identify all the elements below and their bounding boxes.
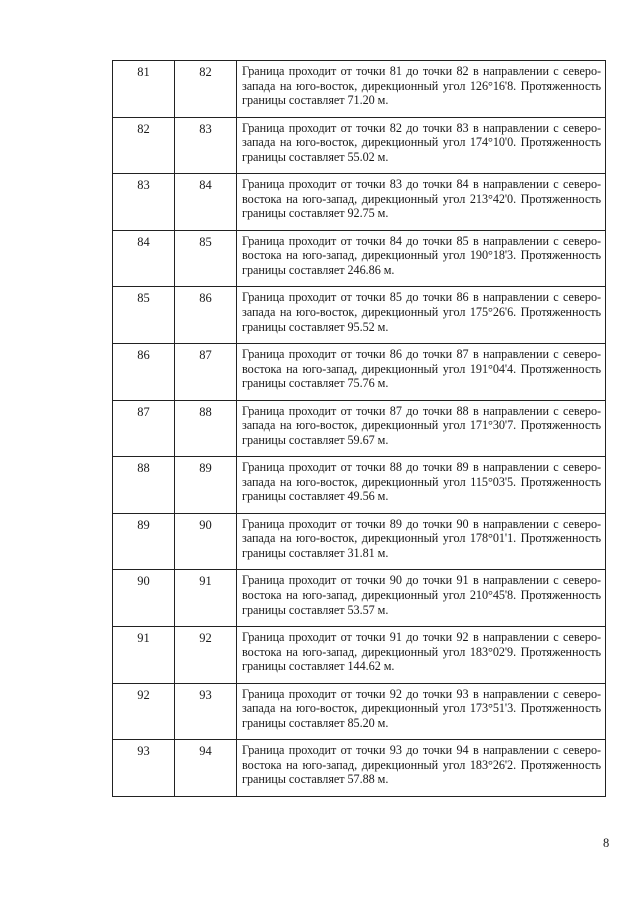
table-row bbox=[113, 61, 606, 118]
table-row bbox=[113, 626, 606, 683]
point-from: 90 bbox=[113, 570, 175, 627]
point-to: 94 bbox=[175, 740, 237, 797]
boundary-description: Граница проходит от точки 87 до точки 88 в направлении с северо-запада на юго-восток, дирекционный угол 171°30'7. Протяженность границы составляет 59.67 м. bbox=[237, 400, 606, 457]
point-from: 84 bbox=[113, 230, 175, 287]
point-to: 83 bbox=[175, 117, 237, 174]
point-to: 93 bbox=[175, 683, 237, 740]
point-to: 84 bbox=[175, 174, 237, 231]
point-to: 88 bbox=[175, 400, 237, 457]
boundary-description: Граница проходит от точки 83 до точки 84 в направлении с северо-востока на юго-запад, дирекционный угол 213°42'0. Протяженность границы составляет 92.75 м. bbox=[237, 174, 606, 231]
point-to: 85 bbox=[175, 230, 237, 287]
point-to: 87 bbox=[175, 343, 237, 400]
table-row bbox=[113, 513, 606, 570]
table-row bbox=[113, 740, 606, 797]
point-from: 92 bbox=[113, 683, 175, 740]
boundary-description: Граница проходит от точки 93 до точки 94 в направлении с северо-востока на юго-запад, дирекционный угол 183°26'2. Протяженность границы составляет 57.88 м. bbox=[237, 740, 606, 797]
boundary-description: Граница проходит от точки 85 до точки 86 в направлении с северо-запада на юго-восток, дирекционный угол 175°26'6. Протяженность границы составляет 95.52 м. bbox=[237, 287, 606, 344]
point-from: 86 bbox=[113, 343, 175, 400]
boundary-description: Граница проходит от точки 90 до точки 91 в направлении с северо-востока на юго-запад, дирекционный угол 210°45'8. Протяженность границы составляет 53.57 м. bbox=[237, 570, 606, 627]
boundary-description: Граница проходит от точки 82 до точки 83 в направлении с северо-запада на юго-восток, дирекционный угол 174°10'0. Протяженность границы составляет 55.02 м. bbox=[237, 117, 606, 174]
point-from: 88 bbox=[113, 457, 175, 514]
point-from: 82 bbox=[113, 117, 175, 174]
point-from: 91 bbox=[113, 626, 175, 683]
boundary-table bbox=[112, 60, 606, 797]
page-number: 8 bbox=[603, 836, 610, 850]
table-row bbox=[113, 683, 606, 740]
boundary-description: Граница проходит от точки 84 до точки 85 в направлении с северо-востока на юго-запад, дирекционный угол 190°18'3. Протяженность границы составляет 246.86 м. bbox=[237, 230, 606, 287]
table-row bbox=[113, 457, 606, 514]
point-to: 91 bbox=[175, 570, 237, 627]
point-from: 89 bbox=[113, 513, 175, 570]
point-from: 87 bbox=[113, 400, 175, 457]
table-row bbox=[113, 287, 606, 344]
point-from: 83 bbox=[113, 174, 175, 231]
boundary-description: Граница проходит от точки 89 до точки 90 в направлении с северо-запада на юго-восток, дирекционный угол 178°01'1. Протяженность границы составляет 31.81 м. bbox=[237, 513, 606, 570]
table-row bbox=[113, 400, 606, 457]
boundary-description: Граница проходит от точки 92 до точки 93 в направлении с северо-запада на юго-восток, дирекционный угол 173°51'3. Протяженность границы составляет 85.20 м. bbox=[237, 683, 606, 740]
point-from: 85 bbox=[113, 287, 175, 344]
boundary-description: Граница проходит от точки 86 до точки 87 в направлении с северо-востока на юго-запад, дирекционный угол 191°04'4. Протяженность границы составляет 75.76 м. bbox=[237, 343, 606, 400]
boundary-description: Граница проходит от точки 88 до точки 89 в направлении с северо-запада на юго-восток, дирекционный угол 115°03'5. Протяженность границы составляет 49.56 м. bbox=[237, 457, 606, 514]
table-row bbox=[113, 570, 606, 627]
boundary-description: Граница проходит от точки 91 до точки 92 в направлении с северо-востока на юго-запад, дирекционный угол 183°02'9. Протяженность границы составляет 144.62 м. bbox=[237, 626, 606, 683]
table-row bbox=[113, 117, 606, 174]
table-row bbox=[113, 174, 606, 231]
boundary-table-body bbox=[113, 61, 606, 797]
point-from: 81 bbox=[113, 61, 175, 118]
point-from: 93 bbox=[113, 740, 175, 797]
point-to: 90 bbox=[175, 513, 237, 570]
point-to: 92 bbox=[175, 626, 237, 683]
table-row bbox=[113, 230, 606, 287]
point-to: 82 bbox=[175, 61, 237, 118]
boundary-description: Граница проходит от точки 81 до точки 82 в направлении с северо-запада на юго-восток, дирекционный угол 126°16'8. Протяженность границы составляет 71.20 м. bbox=[237, 61, 606, 118]
table-row bbox=[113, 343, 606, 400]
point-to: 86 bbox=[175, 287, 237, 344]
point-to: 89 bbox=[175, 457, 237, 514]
